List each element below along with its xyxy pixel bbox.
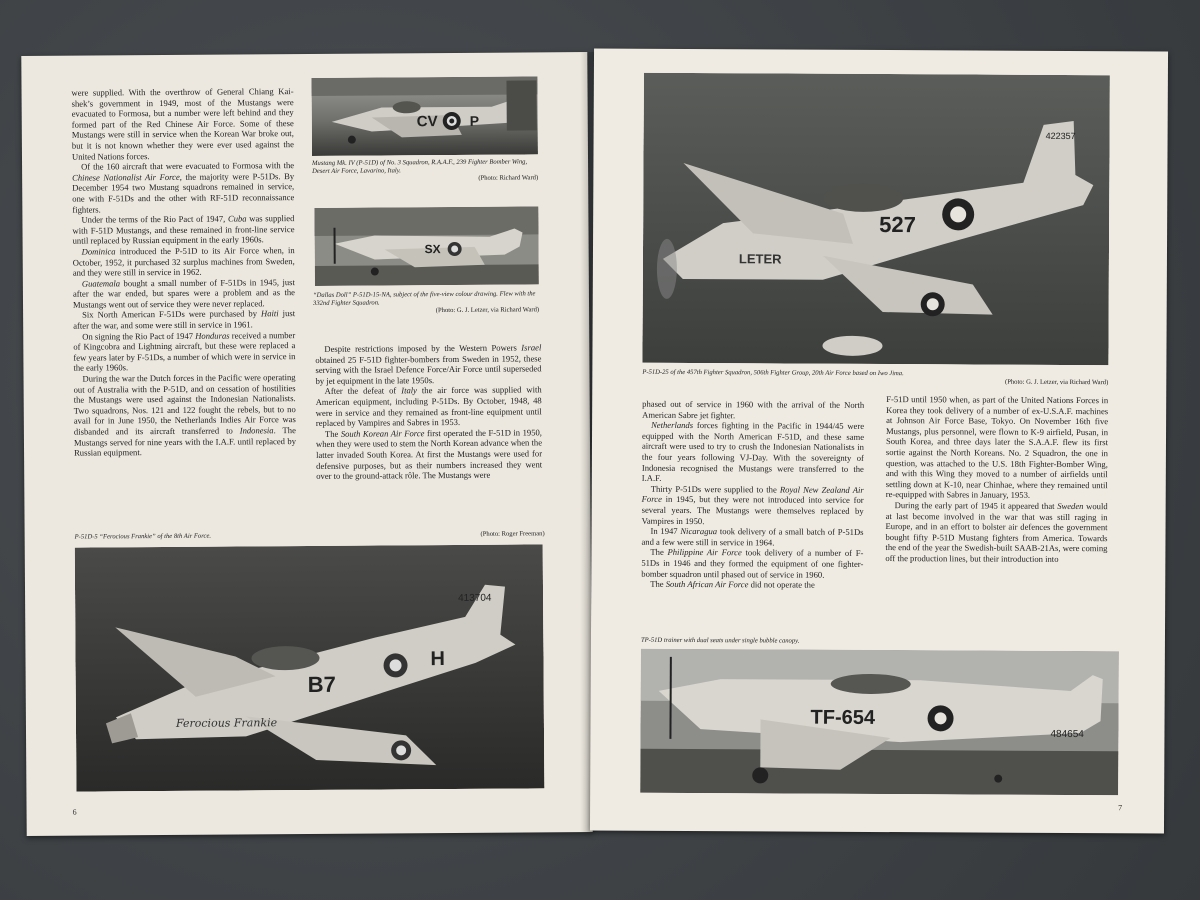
caption-photo3-text: P-51D-5 “Ferocious Frankie” of the 8th Air Force.: [74, 532, 212, 541]
caption-trainer-text: TP-51D trainer with dual seats under single bubble canopy.: [640, 636, 800, 645]
italic-term: South African Air Force: [665, 578, 749, 590]
paragraph-text: received a number of Kingcobra and Lightning aircraft, but these were replaced a few years later by F-51Ds, a number of which were in service in the early 1960s.: [73, 329, 296, 374]
caption-photo1: [312, 158, 538, 184]
article-paragraph: [885, 500, 1107, 565]
paragraph-text: did not operate the: [748, 579, 815, 590]
photo-top-number: 527: [879, 211, 916, 238]
photo-tp51d-trainer: [640, 649, 1119, 796]
paragraph-text: obtained 25 F-51D fighter-bombers from Sweden in 1952, these serving with the Israel Defence Force/Air Force until superseded by jet equipment in the late 1950s.: [315, 352, 542, 386]
italic-term: Philippine Air Force: [667, 547, 742, 558]
paragraph-text: F-51D until 1950 when, as part of the United Nations Forces in Korea they took delivery of a number of ex-U.S.A.F. machines at Johnson Air Force Base, Tokyo. On November 16th five Mustangs, plus personnel, were flown to K-9 airfield, Pusan, in South Korea, and three days later the S.A.A.F. flew its first sortie against the North Koreans. No. 2 Squadron, the one in question, was attached to the U.S. 18th Fighter-Bomber Wing, and with this Wing they moved to a number of airfields until settling down at K-10, near Chinhae, where they remained until re-equipped with Sabres in January, 1953.: [885, 394, 1109, 501]
photo-bottom-code: TF-654: [810, 706, 876, 729]
right-col-2: [885, 394, 1108, 565]
article-paragraph: [641, 579, 863, 591]
article-paragraph: [315, 342, 541, 386]
paragraph-text: Thirty P-51Ds were supplied to the: [650, 483, 780, 495]
article-paragraph: [74, 372, 297, 458]
paragraph-text: the air force was supplied with American equipment, including P-51Ds. By October, 1948, 48 were in service and they remained as front-line equipment until replaced by Vampires and Sabres in 1953.: [315, 384, 542, 429]
paragraph-text: were supplied. With the overthrow of General Chiang Kai-shek’s government in 1949, most of the Mustangs were evacuated to Formosa, but a number were left behind and they formed part of the Red Chinese Air Force. Some of these Mustangs were still in service when the Korean War broke out, but it is not known whether they were ever used against the United Nations forces.: [71, 86, 294, 162]
paragraph-text: would at last become involved in the war that was still raging in Europe, and in an effort to bolster air defences the government bought fifty P-51D Mustang fighters from America. Towards the end of the year the Swedish-built SAAB-21As, were coming off the production lines, but their introduction into: [885, 501, 1108, 564]
article-paragraph: [886, 394, 1109, 501]
left-page: [21, 52, 592, 836]
photo-dallas-doll: [314, 206, 539, 286]
article-paragraph: [73, 245, 295, 278]
paragraph-text: just after the war, and some were still in service in 1961.: [73, 308, 296, 331]
photo1-markings: CV: [416, 113, 438, 131]
italic-term: Netherlands: [651, 419, 694, 431]
photo-iwo-jima-p51: [642, 73, 1110, 365]
article-paragraph: [73, 330, 295, 374]
article-paragraph: [316, 385, 542, 429]
paragraph-text: During the war the Dutch forces in the Pacific were operating out of Australia with the P-51D, and on cessation of hostilities the Mustangs were used against the Indonesian Nationalists. Two squadrons, Nos. 121 and 122 fought the rebels, but to no avail for in June 1950, the Netherlands Indies Air Force was disbanded and its aircraft transferred to: [73, 372, 296, 437]
italic-term: Haiti: [260, 308, 279, 319]
article-paragraph: [642, 420, 864, 485]
caption-photo3: [75, 530, 545, 541]
italic-term: Guatemala: [81, 277, 121, 289]
paragraph-text: During the early part of 1945 it appeared that: [894, 500, 1058, 511]
italic-term: Nicaragua: [680, 526, 718, 537]
paragraph-text: The: [650, 547, 668, 558]
page-number-left: 6: [72, 807, 77, 817]
italic-term: Royal New Zealand Air Force: [641, 484, 864, 505]
paragraph-text: After the defeat of: [324, 385, 402, 397]
photo-top-nose-art: LETER: [738, 251, 782, 267]
paragraph-text: The: [650, 578, 666, 589]
paragraph-text: . The Mustangs served for nine years with the I.A.F. until replaced by Russian equipment.: [73, 425, 297, 458]
paragraph-text: Under the terms of the Rio Pact of 1947,: [81, 213, 228, 225]
article-paragraph: [72, 160, 294, 215]
left-col-2: [315, 342, 542, 481]
paragraph-text: took delivery of a small batch of P-51Ds and a few were still in service in 1964.: [641, 526, 864, 548]
paragraph-text: took delivery of a number of F-51Ds in 1946 and they formed the equipment of one fighter-bomber squadron until phased out of service in 1960.: [641, 547, 864, 580]
caption-photo2: [313, 290, 539, 316]
italic-term: Italy: [401, 385, 417, 396]
caption-photo2-text: “Dallas Doll” P-51D-15-NA, subject of the five-view colour drawing. Flew with the 332nd Fighter Squadron.: [312, 290, 536, 307]
article-paragraph: [72, 86, 295, 162]
paragraph-text: Of the 160 aircraft that were evacuated to Formosa with the: [81, 160, 295, 172]
caption-top-right-text: P-51D-25 of the 457th Fighter Squadron, 506th Fighter Group, 20th Air Force based on Iwo Jima.: [642, 368, 904, 378]
italic-term: South Korean Air Force: [340, 427, 425, 439]
photo-top-serial: 422357: [1045, 130, 1076, 142]
paragraph-text: phased out of service in 1960 with the arrival of the North American Sabre jet fighter.: [642, 398, 865, 420]
article-paragraph: [73, 277, 295, 310]
paragraph-text: Six North American F-51Ds were purchased by: [82, 308, 262, 321]
photo2-markings: SX: [424, 242, 441, 257]
italic-term: Dominica: [81, 246, 116, 257]
photo1-letter: P: [469, 112, 480, 129]
paragraph-text: Despite restrictions imposed by the Western Powers: [324, 342, 522, 354]
article-paragraph: [642, 399, 864, 421]
italic-term: Cuba: [227, 213, 247, 224]
right-col-1: [641, 399, 864, 591]
caption-trainer: [641, 637, 1107, 647]
caption-photo1-text: Mustang Mk. IV (P-51D) of No. 3 Squadron, R.A.A.F., 239 Fighter Bomber Wing, Desert Air Force, Lavarino, Italy.: [312, 158, 528, 175]
paragraph-text: first operated the F-51D in 1950, when they were used to stem the North Korean advance when the latter invaded South Korea. At first the Mustangs were used for defensive purposes, but as their numbers increased they went over to the ground-attack rôle. The Mustangs were: [315, 427, 543, 482]
photo3-serial: 413704: [458, 592, 492, 604]
page-number-right: 7: [1118, 803, 1123, 813]
article-paragraph: [642, 484, 864, 528]
paragraph-text: introduced the P-51D to its Air Force when, in October, 1952, it purchased 32 surplus machines from Sweden, and they were still in service in 1962.: [72, 244, 295, 278]
caption-top-right: [642, 369, 1108, 387]
photo-mustang-mk-iv: [311, 76, 538, 156]
italic-term: Honduras: [195, 330, 230, 341]
photo-ferocious-frankie: [75, 544, 545, 791]
caption-top-right-credit: (Photo: G. J. Letzer, via Richard Ward): [1005, 378, 1109, 387]
photo3-code: B7: [307, 671, 336, 698]
paragraph-text: , the majority were P-51Ds. By December 1954 two Mustang squadrons remained in service, one with F-51Ds and the other with RF-51D reconnaissance fighters.: [72, 170, 295, 215]
paragraph-text: In 1947: [650, 525, 681, 537]
paragraph-text: The: [324, 428, 341, 439]
right-page: [590, 49, 1168, 834]
article-paragraph: [641, 547, 863, 580]
photo-bottom-serial: 484654: [1050, 728, 1084, 741]
italic-term: Israel: [521, 342, 542, 353]
caption-photo2-credit: (Photo: G. J. Letzer, via Richard Ward): [435, 306, 540, 315]
paragraph-text: in 1945, but they were not introduced into service for several years. The Mustangs were themselves replaced by Vampires in 1950.: [641, 494, 864, 526]
article-paragraph: [316, 427, 542, 482]
paragraph-text: bought a small number of F-51Ds in 1945, just after the war ended, but spares were a problem and as the Mustangs went out of service they were never replaced.: [72, 276, 295, 310]
italic-term: Chinese Nationalist Air Force: [72, 171, 180, 183]
photo3-nose-art: Ferocious Frankie: [175, 716, 278, 730]
paragraph-text: was supplied with F-51D Mustangs, and these remained in front-line service until replaced by Russian equipment in the early 1960s.: [72, 213, 295, 246]
article-paragraph: [73, 309, 295, 332]
paragraph-text: On signing the Rio Pact of 1947: [82, 330, 196, 342]
article-paragraph: [72, 213, 294, 246]
caption-photo1-credit: (Photo: Richard Ward): [478, 174, 539, 182]
article-paragraph: [641, 526, 863, 548]
caption-photo3-credit: (Photo: Roger Freeman): [480, 530, 545, 538]
paragraph-text: forces fighting in the Pacific in 1944/45 were equipped with the North American F-51D, and these same aircraft were used to try to crush the Indonesian Nationalists in the four years following VJ-Day. With the sovereignty of Indonesia recognised the Mustangs were transferred to the I.A.F.: [641, 420, 865, 484]
italic-term: Indonesia: [239, 425, 274, 436]
italic-term: Sweden: [1057, 500, 1084, 512]
left-col-1: [72, 86, 297, 458]
photo3-letter: H: [430, 648, 446, 671]
